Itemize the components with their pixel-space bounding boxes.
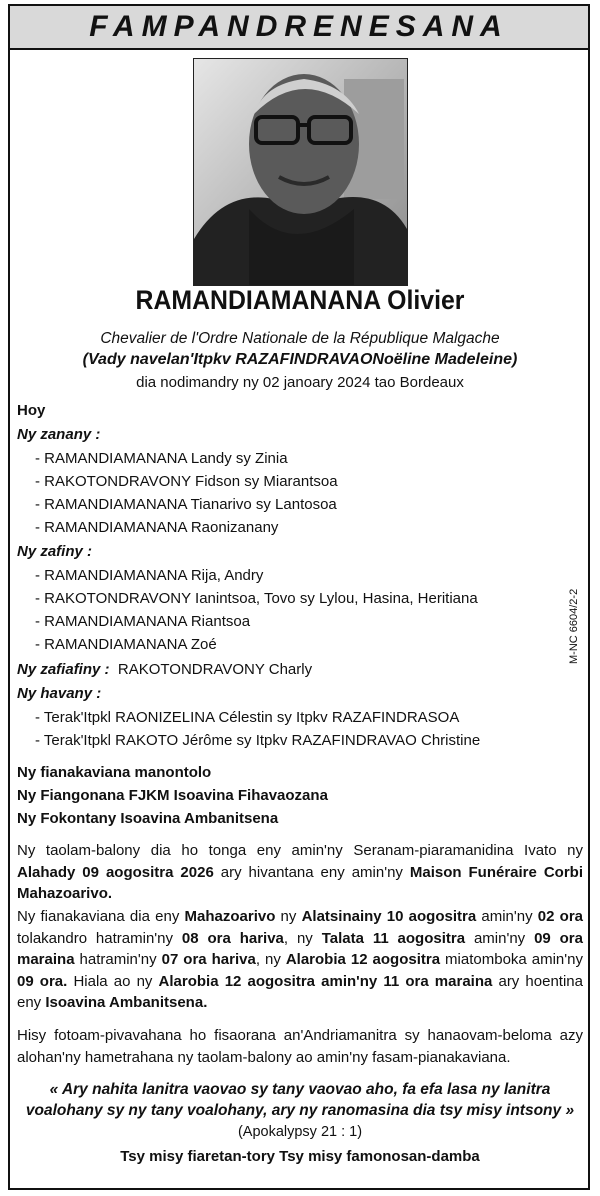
banner [8,4,590,50]
list-item: - RAMANDIAMANANA Landy sy Zinia [35,450,288,467]
zafiafiny-label: Ny zafiafiny : [17,661,110,678]
death-line: dia nodimandry ny 02 janoary 2024 tao Bordeaux [136,374,464,391]
honor-title: Chevalier de l'Ordre Nationale de la République Malgache [100,330,500,347]
portrait-photo [193,58,408,286]
list-item: - RAMANDIAMANANA Riantsoa [35,613,251,630]
list-item: - RAMANDIAMANANA Tianarivo sy Lantosoa [35,496,337,513]
zanany-label: Ny zanany : [17,426,101,443]
deceased-name: RAMANDIAMANANA Olivier [135,285,465,315]
closing-line: Tsy misy fiaretan-tory Tsy misy famonosan-damba [120,1148,480,1165]
havany-label: Ny havany : [17,685,102,702]
group-line: Ny fianakaviana manontolo [17,764,212,781]
service-paragraph: Hisy fotoam-pivavahana ho fisaorana an'Andriamanitra sy hanaovam-beloma azy alohan'ny hametrahana ny taolam-balony ao amin'ny fasam-pianakaviana. [17,1027,583,1066]
list-item: - RAKOTONDRAVONY Ianintsoa, Tovo sy Lylou, Hasina, Heritiana [35,590,478,607]
group-line: Ny Fokontany Isoavina Ambanitsena [17,810,279,827]
quote-reference: (Apokalypsy 21 : 1) [237,1124,363,1140]
list-item: - RAMANDIAMANANA Rija, Andry [35,567,264,584]
list-item: - RAKOTONDRAVONY Fidson sy Miarantsoa [35,473,338,490]
list-item: - RAMANDIAMANANA Zoé [35,636,217,653]
schedule-paragraph: Ny fianakaviana dia eny Mahazoarivo ny Alatsinainy 10 aogositra amin'ny 02 ora tolakandro hatramin'ny 08 ora hariva, ny Talata 11 aogositra amin'ny 09 ora maraina hatramin'ny 07 ora hariva, ny Alarobia 12 aogositra miatomboka amin'ny 09 ora. Hiala ao ny Alarobia 12 aogositra amin'ny 11 ora maraina ary hoentina eny Isoavina Ambanitsena. [17,908,583,1011]
bible-quote: « Ary nahita lanitra vaovao sy tany vaovao aho, fa efa lasa ny lanitra voalohany sy ny tany voalohany, ary ny ranomasina dia tsy misy intsony » [25,1081,575,1119]
list-item: - RAMANDIAMANANA Raonizanany [35,519,279,536]
zafiny-label: Ny zafiny : [17,543,93,560]
banner-title: FAMPANDRENESANA [89,10,509,43]
arrival-paragraph: Ny taolam-balony dia ho tonga eny amin'ny Seranam-piaramanidina Ivato ny Alahady 09 aogositra 2026 ary hivantana eny amin'ny Maison Funéraire Corbi Mahazoarivo. [17,842,583,902]
ad-code: M-NC 6604/2-2 [568,588,580,664]
zafiafiny-value: RAKOTONDRAVONY Charly [117,661,313,678]
list-item: - Terak'Itpkl RAONIZELINA Célestin sy Itpkv RAZAFINDRASOA [35,709,460,726]
spouse-line: (Vady navelan'Itpkv RAZAFINDRAVAONoëline Madeleine) [82,351,518,368]
group-line: Ny Fiangonana FJKM Isoavina Fihavaozana [17,787,328,804]
hoy-label: Hoy [17,402,46,419]
list-item: - Terak'Itpkl RAKOTO Jérôme sy Itpkv RAZAFINDRAVAO Christine [35,732,481,749]
